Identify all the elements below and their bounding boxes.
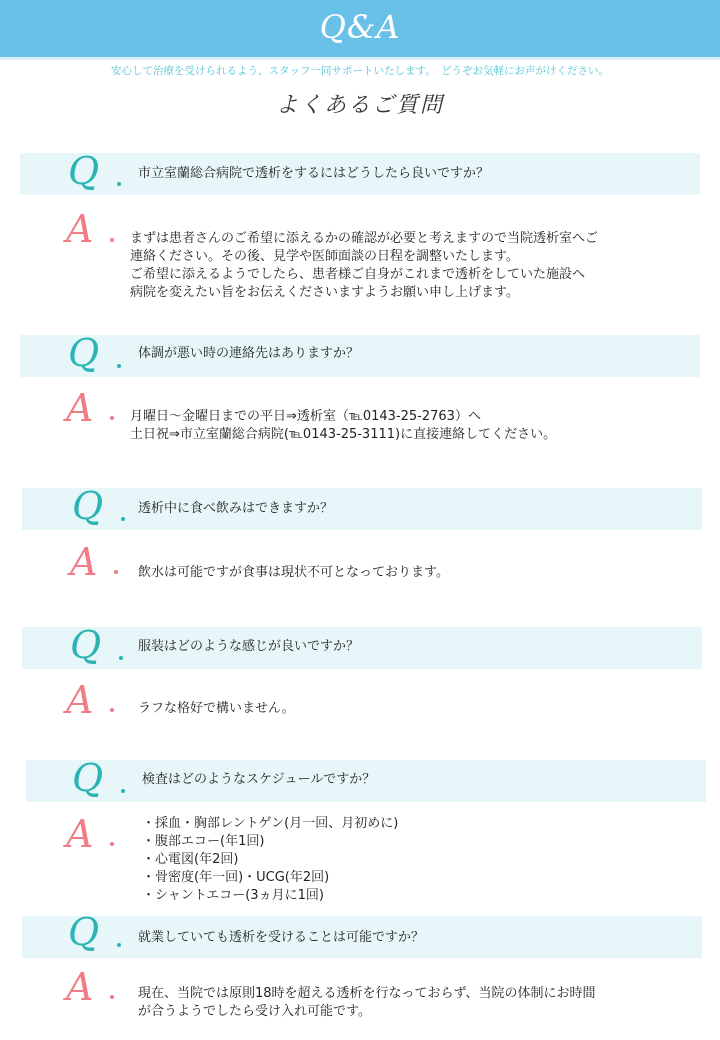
answer-line: 病院を変えたい旨をお伝えくださいますようお願い申し上げます。 [130, 285, 519, 300]
a-dot [114, 570, 118, 574]
q-letter: Q [70, 623, 102, 667]
q-dot [117, 943, 121, 947]
a-dot [110, 842, 114, 846]
q-dot [121, 517, 125, 521]
question-text: 透析中に食べ飲みはできますか？ [138, 501, 334, 516]
answer-text [138, 700, 295, 718]
header-bar [0, 0, 720, 60]
q-letter: Q [68, 149, 100, 193]
answer-line: ・骨密度(年一回)・UCG(年2回) [142, 870, 330, 885]
a-dot [110, 708, 114, 712]
a-letter: A [66, 812, 94, 856]
a-dot [110, 416, 114, 420]
q-letter: Q [68, 910, 100, 954]
a-dot [110, 238, 114, 242]
answer-text [130, 230, 598, 302]
answer-line: ・シャントエコー(3ヵ月に1回) [142, 888, 324, 903]
question-band [22, 627, 702, 669]
a-dot [110, 995, 114, 999]
answer-line: まずは患者さんのご希望に添えるかの確認が必要と考えますので当院透析室へご [130, 231, 599, 246]
section-title: よくあるご質問 [275, 93, 444, 118]
answer-text [130, 408, 556, 444]
a-letter: A [66, 386, 94, 430]
a-letter: A [66, 678, 94, 722]
answer-text [138, 985, 596, 1021]
q-letter: Q [68, 331, 100, 375]
q-dot [119, 656, 123, 660]
answer-text [138, 564, 449, 582]
question-text: 検査はどのようなスケジュールですか？ [142, 772, 376, 787]
answer-line: 現在、当院では原則18時を超える透析を行なっておらず、当院の体制にお時間 [138, 986, 596, 1001]
subtitle: 安心して治療を受けられるよう、スタッフ一同サポートいたします。 どうぞお気軽にお声がけください。 [111, 65, 609, 77]
a-letter: A [66, 965, 94, 1009]
answer-line: ラフな格好で構いません。 [138, 701, 295, 716]
answer-line: 土日祝⇒市立室蘭総合病院(℡0143-25-3111)に直接連絡してください。 [130, 427, 557, 442]
answer-line: 連絡ください。その後、見学や医師面談の日程を調整いたします。 [130, 249, 519, 264]
question-text: 体調が悪い時の連絡先はありますか？ [138, 346, 360, 361]
a-letter: A [66, 207, 94, 251]
q-letter: Q [72, 484, 104, 528]
question-text: 服装はどのような感じが良いですか？ [138, 639, 360, 654]
answer-line: が合うようでしたら受け入れ可能です。 [138, 1004, 371, 1019]
answer-line: 月曜日～金曜日までの平日⇒透析室（℡0143-25-2763）へ [130, 409, 481, 424]
question-text: 就業していても透析を受けることは可能ですか？ [138, 930, 425, 945]
page-title: Q&A [319, 8, 401, 46]
answer-line: ・心電図(年2回) [142, 852, 239, 867]
answer-line: 飲水は可能ですが食事は現状不可となっております。 [138, 565, 449, 580]
q-dot [121, 789, 125, 793]
a-letter: A [70, 540, 98, 584]
q-dot [117, 182, 121, 186]
answer-line: ・腹部エコー(年1回) [142, 834, 265, 849]
answer-line: ・採血・胸部レントゲン(月一回、月初めに) [142, 816, 399, 831]
answer-text [142, 815, 398, 905]
q-letter: Q [72, 756, 104, 800]
question-text: 市立室蘭総合病院で透析をするにはどうしたら良いですか？ [138, 166, 490, 181]
q-dot [117, 364, 121, 368]
answer-line: ご希望に添えるようでしたら、患者様ご自身がこれまで透析をしていた施設へ [130, 267, 586, 282]
question-band [20, 335, 700, 377]
question-band [22, 488, 702, 530]
